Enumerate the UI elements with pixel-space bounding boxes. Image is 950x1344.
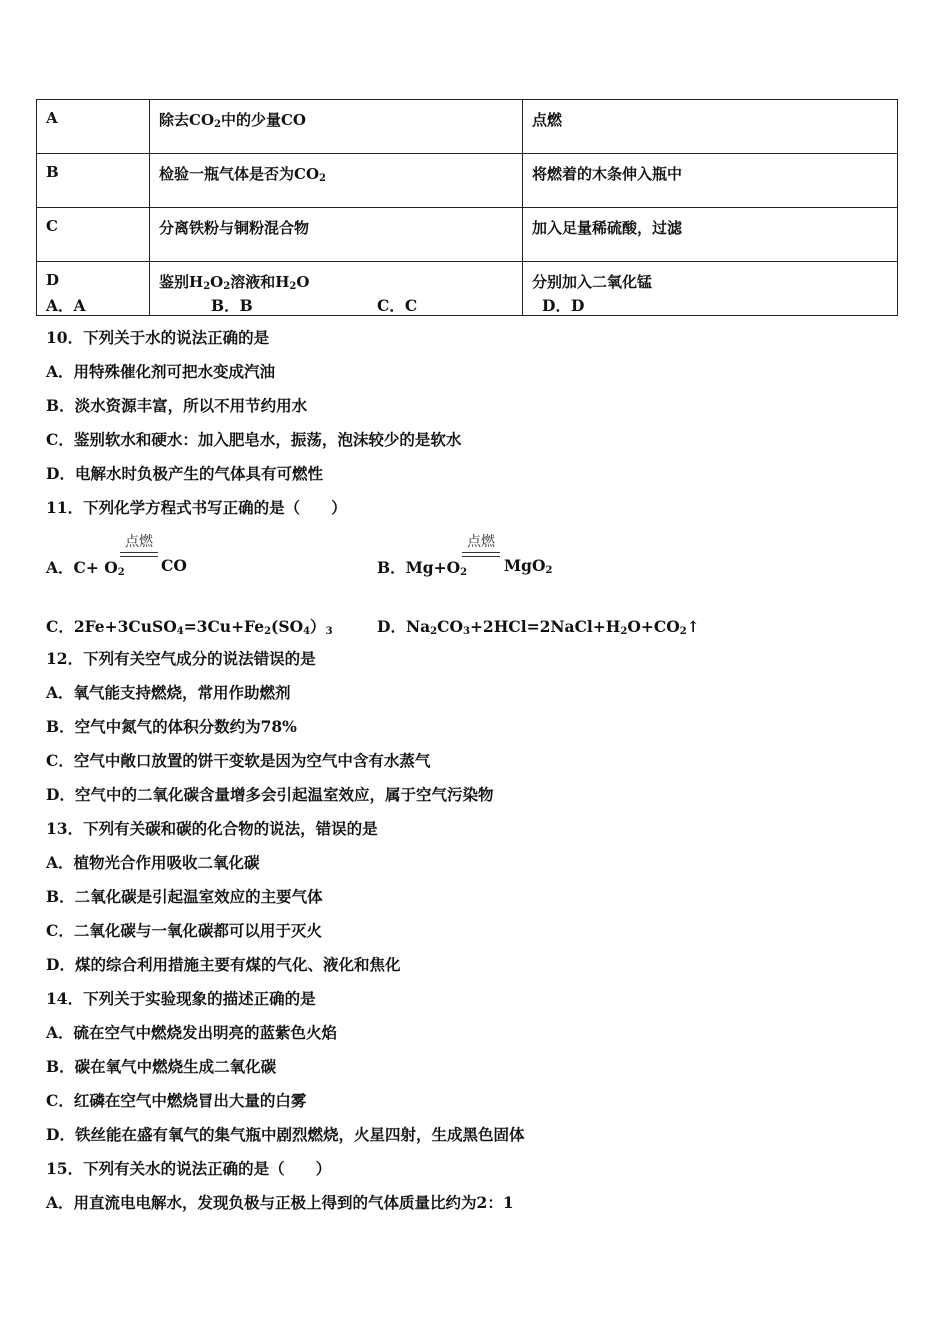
question-10-option-b: B．淡水资源丰富，所以不用节约用水 [46,396,308,415]
question-15-stem: 15．下列有关水的说法正确的是（ ） [46,1159,332,1178]
row-purpose: 分离铁粉与铜粉混合物 [150,208,523,262]
question-11-option-b: B．$Mg+O_2$ [377,558,468,578]
question-11-stem: 11．下列化学方程式书写正确的是（ ） [46,498,347,517]
reaction-condition-label: 点燃 [125,534,153,550]
row-method: 加入足量稀硫酸，过滤 [523,208,898,262]
answer-choice-a: A．A [46,296,86,315]
question-14-option-a: A．硫在空气中燃烧发出明亮的蓝紫色火焰 [46,1023,338,1042]
table-row [37,262,898,316]
question-13-stem: 13．下列有关碳和碳的化合物的说法，错误的是 [46,819,378,838]
question-13-option-a: A．植物光合作用吸收二氧化碳 [46,853,260,872]
row-method: 分别加入二氧化锰 [523,262,898,316]
table-row [37,208,898,262]
row-purpose: 检验一瓶气体是否为$CO_2$ [150,154,523,208]
question-12-option-c: C．空气中敞口放置的饼干变软是因为空气中含有水蒸气 [46,751,431,770]
question-11-option-b-product: MgO$_2$ [504,556,553,576]
question-12-option-a: A．氧气能支持燃烧，常用作助燃剂 [46,683,291,702]
question-10-stem: 10．下列关于水的说法正确的是 [46,328,270,347]
equals-sign [120,552,158,557]
row-method: 点燃 [523,100,898,154]
question-13-option-b: B．二氧化碳是引起温室效应的主要气体 [46,887,323,906]
reaction-condition-label: 点燃 [467,534,495,550]
question-12-option-b: B．空气中氮气的体积分数约为78% [46,717,297,736]
row-method: 将燃着的木条伸入瓶中 [523,154,898,208]
answer-choice-b: B．B [211,296,253,315]
row-label: D [37,262,150,316]
question-10-option-c: C．鉴别软水和硬水：加入肥皂水，振荡，泡沫较少的是软水 [46,430,462,449]
row-purpose: 鉴别$H_2O_2$溶液和$H_2O$ [150,262,523,316]
question-12-option-d: D．空气中的二氧化碳含量增多会引起温室效应，属于空气污染物 [46,785,494,804]
row-label: A [37,100,150,154]
question-14-option-d: D．铁丝能在盛有氧气的集气瓶中剧烈燃烧，火星四射，生成黑色固体 [46,1125,525,1144]
answer-choice-d: D．D [542,296,585,315]
question-10-option-d: D．电解水时负极产生的气体具有可燃性 [46,464,323,483]
question-15-option-a: A．用直流电电解水，发现负极与正极上得到的气体质量比约为2：1 [46,1193,514,1212]
table-row [37,154,898,208]
question-14-option-b: B．碳在氧气中燃烧生成二氧化碳 [46,1057,277,1076]
options-table [36,99,898,316]
question-11-option-d: D．$Na_2CO_3+2HCl=2NaCl+H_2O+CO_2↑$ [377,617,700,637]
row-label: B [37,154,150,208]
row-label: C [37,208,150,262]
question-13-option-c: C．二氧化碳与一氧化碳都可以用于灭火 [46,921,322,940]
question-11-option-c: C．$2Fe+3CuSO_4=3Cu+Fe_2(SO_4)_3$ [46,617,333,637]
table-row [37,100,898,154]
row-purpose: 除去$CO_2$中的少量CO [150,100,523,154]
question-11-option-a-product: CO [161,556,187,575]
equals-sign [462,552,500,557]
question-12-stem: 12．下列有关空气成分的说法错误的是 [46,649,316,668]
answer-choice-c: C．C [377,296,418,315]
up-arrow-icon: ↑ [686,617,700,636]
question-14-option-c: C．红磷在空气中燃烧冒出大量的白雾 [46,1091,307,1110]
question-11-option-a: A．$C+ O_2$ [46,558,125,578]
question-13-option-d: D．煤的综合利用措施主要有煤的气化、液化和焦化 [46,955,401,974]
question-10-option-a: A．用特殊催化剂可把水变成汽油 [46,362,276,381]
question-14-stem: 14．下列关于实验现象的描述正确的是 [46,989,316,1008]
